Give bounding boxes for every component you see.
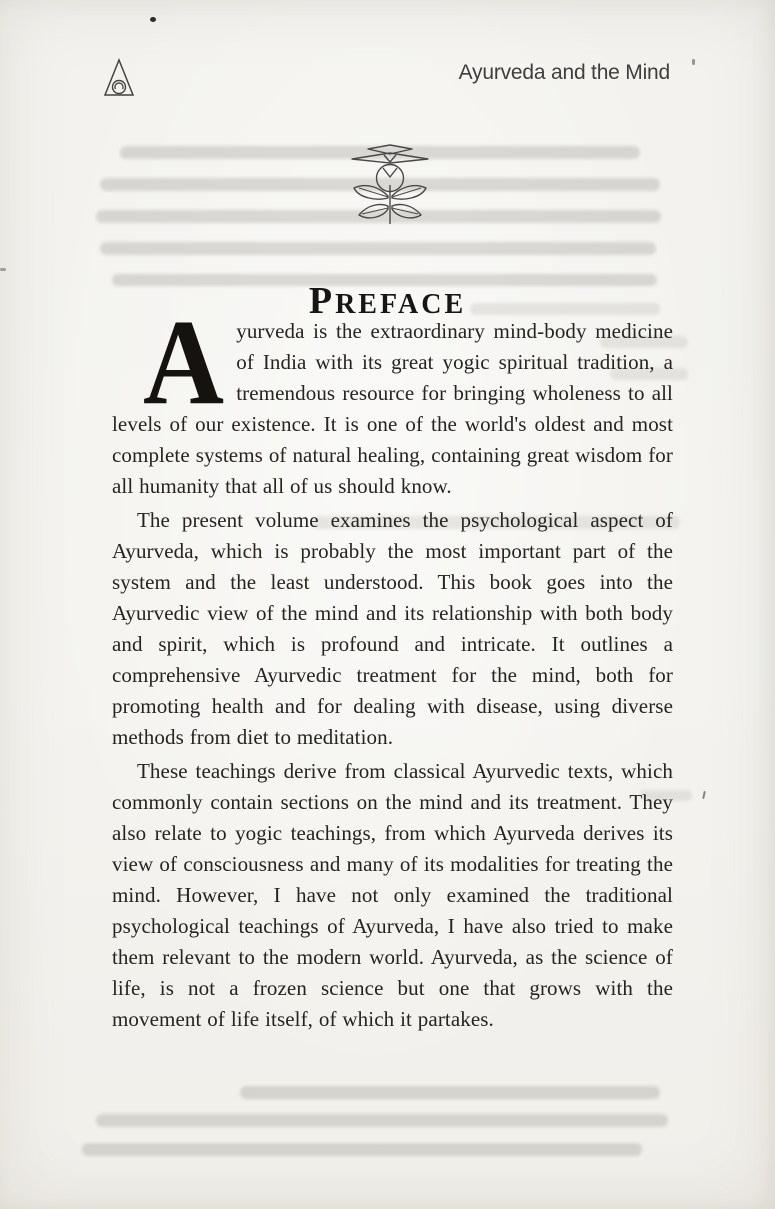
paragraph-3: These teachings derive from classical Ayurvedic texts, which commonly contain sections on the mind and its treatment. They also relate to yogic teachings, from which Ayurveda derives its view of consciousness and many of its modalities for treating the mind. However, I have not only examined the traditional psychological teachings of Ayurveda, I have also tried to make them relevant to the modern world. Ayurveda, as the science of life, is not a frozen science but one that grows with the movement of life itself, of which it partakes.	[112, 759, 673, 1031]
bleed-through-line	[82, 1143, 642, 1156]
scan-speck	[692, 59, 695, 65]
lotus-plant-ornament-icon	[346, 140, 434, 230]
bleed-through-line	[100, 242, 656, 255]
publisher-triangle-om-logo-icon	[103, 58, 135, 98]
bleed-through-line	[96, 1114, 668, 1127]
bleed-through-line	[240, 1086, 660, 1099]
running-head: Ayurveda and the Mind	[458, 61, 670, 84]
scan-speck	[150, 17, 156, 22]
page-title-rest: REFACE	[335, 289, 467, 320]
paragraph-1-text: yurveda is the extraordinary mind-body medicine of India with its great yogic spiritual tradition, a tremendous resource for bringing wholeness to all levels of our existence. It is one of the world's oldest and most complete systems of natural healing, containing great wisdom for all humanity that all of us should know.	[112, 319, 673, 498]
page-title-initial: P	[308, 280, 336, 322]
paragraph-2: The present volume examines the psychological aspect of Ayurveda, which is probably the most important part of the system and the least understood. This book goes into the Ayurvedic view of the mind and its relationship with both body and spirit, which is profound and intricate. It outlines a comprehensive Ayurvedic treatment for the mind, both for promoting health and for dealing with disease, using diverse methods from diet to meditation.	[112, 508, 673, 749]
scan-speck	[0, 268, 6, 271]
drop-cap: A	[143, 295, 225, 430]
scan-speck	[702, 791, 706, 799]
